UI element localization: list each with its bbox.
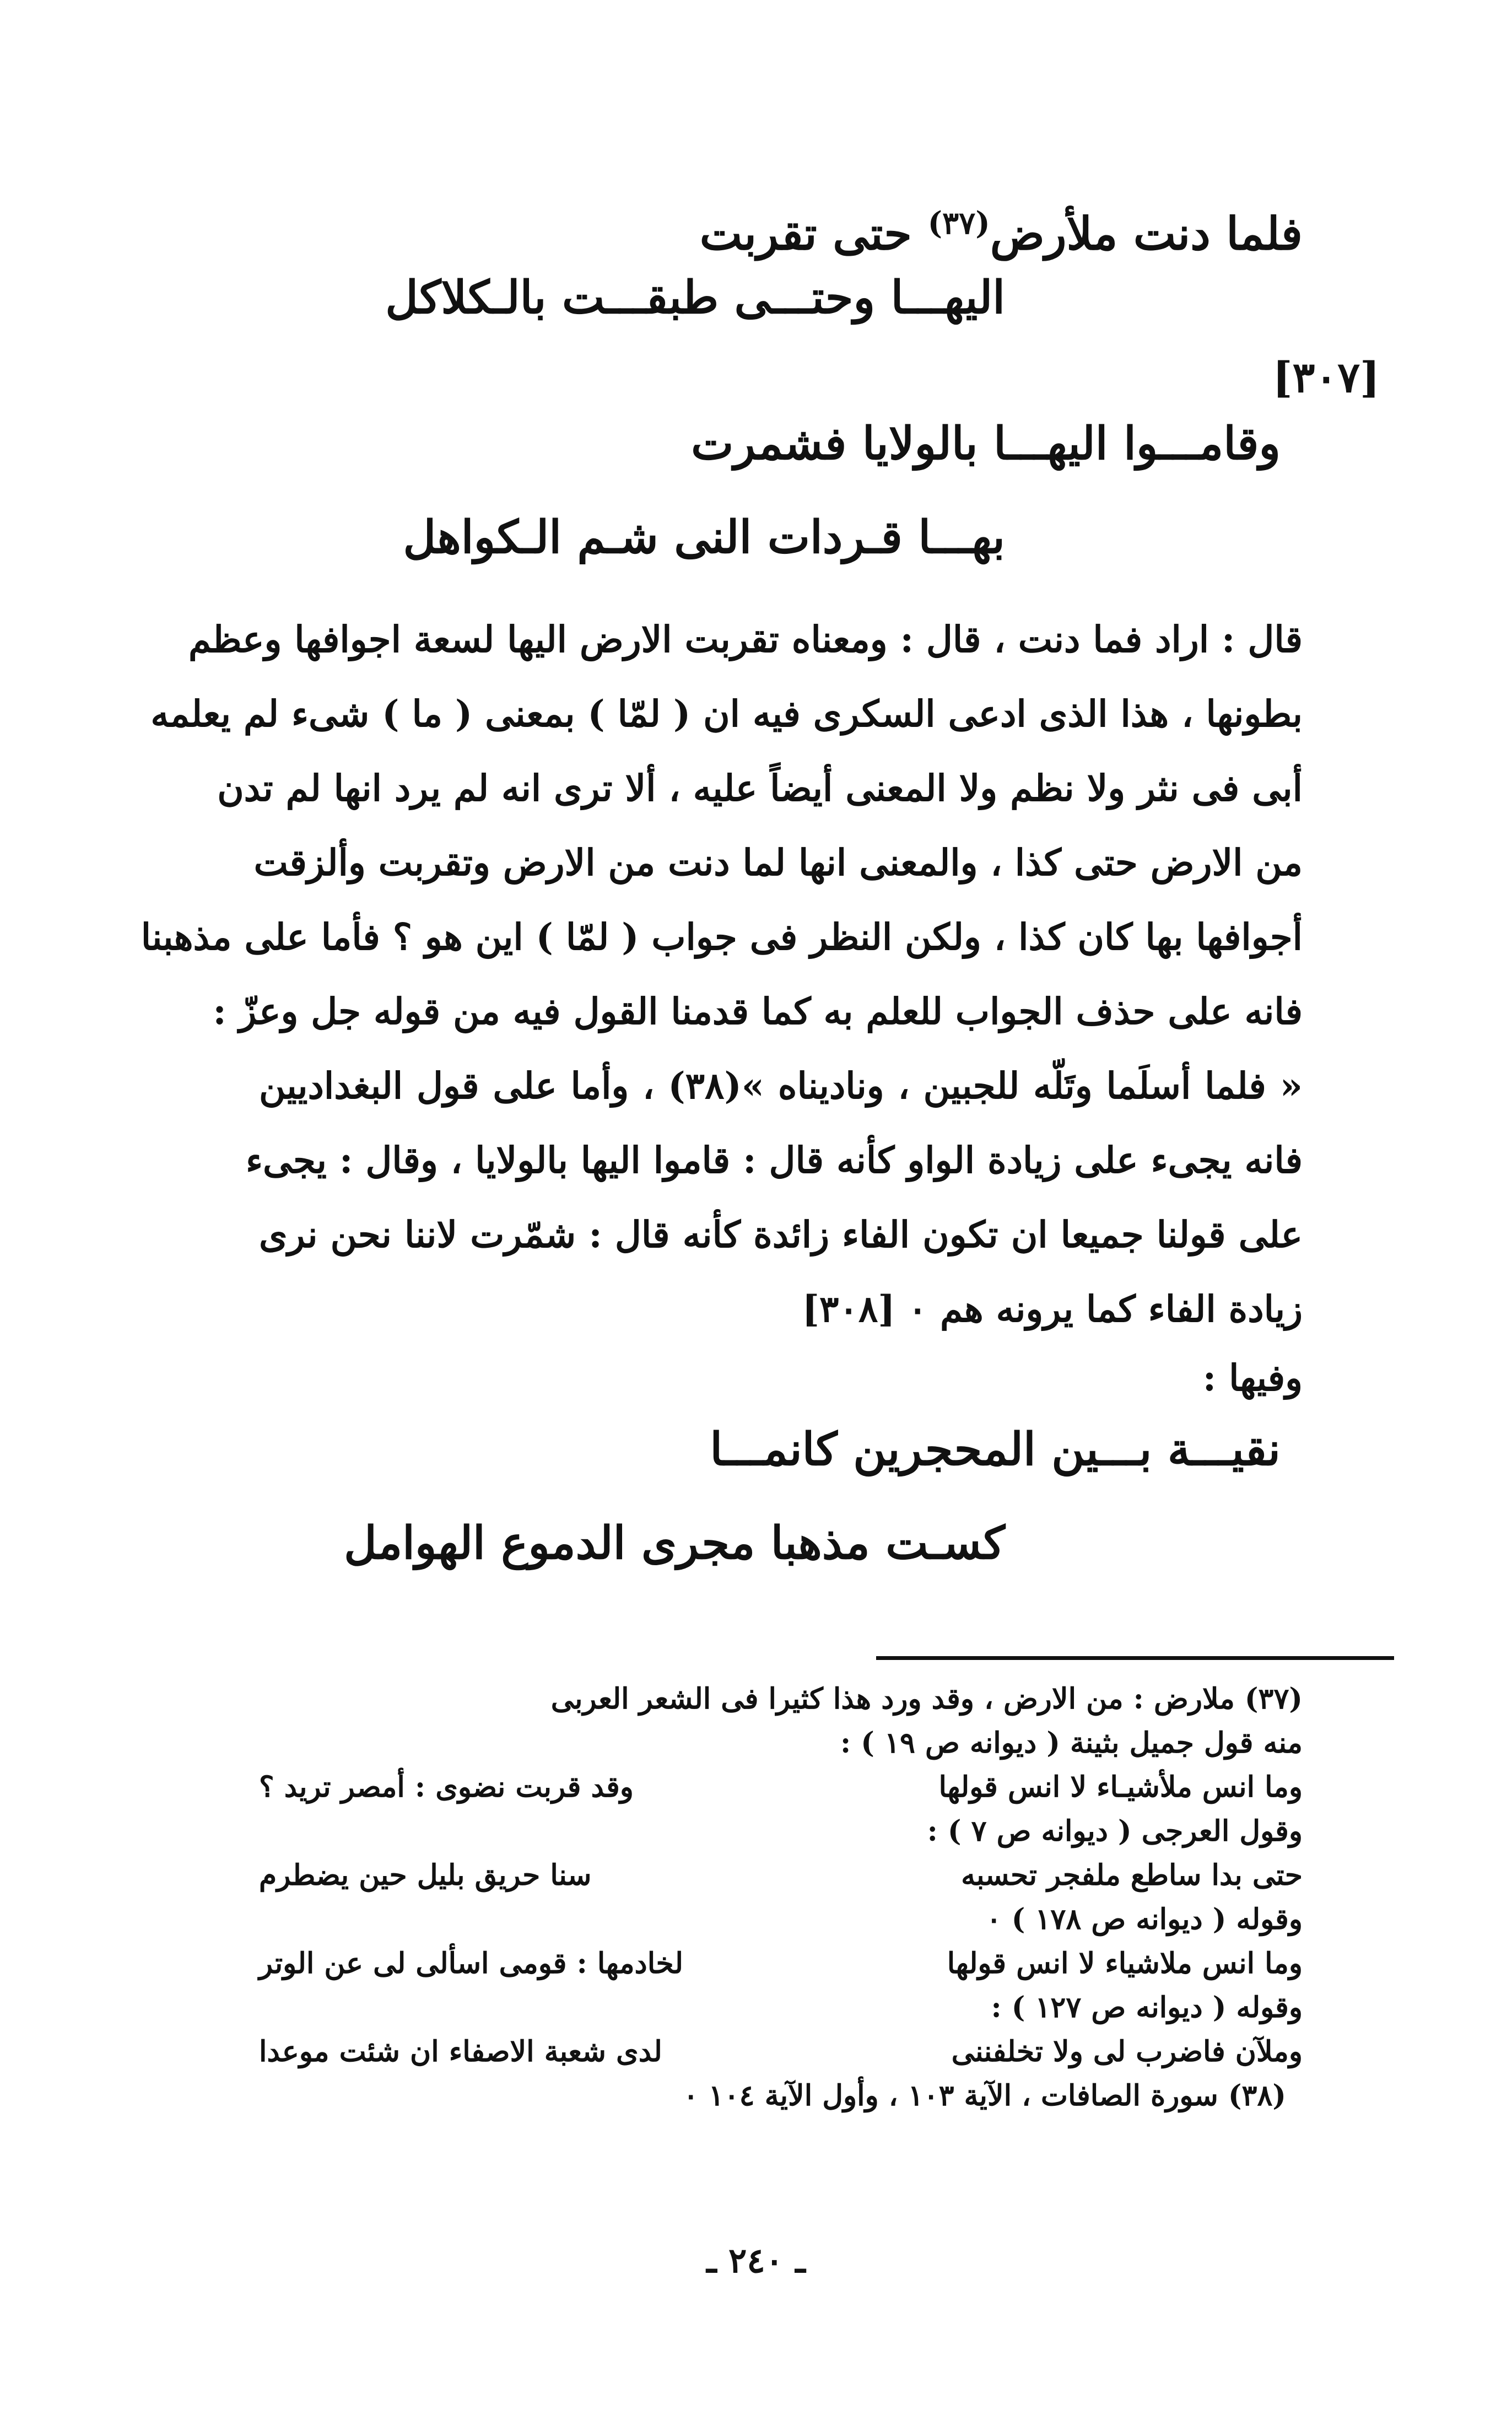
poem2-verse1: وقامـــوا اليهـــا بالولايا فشمرت <box>691 417 1281 470</box>
wafiha-label: وفيها : <box>1202 1356 1303 1399</box>
footnote-verse-second-hemistich: لخادمها : قومى اسألى لى عن الوتر <box>259 1947 683 1980</box>
poem3-verse2: كسـت مذهبا مجرى الدموع الهوامل <box>344 1517 1005 1570</box>
prose-line: فانه يجىء على زيادة الواو كأنه قال : قاموا اليها بالولايا ، وقال : يجىء <box>246 1139 1303 1182</box>
prose-line: أبى فى نثر ولا نظم ولا المعنى أيضاً عليه ، ألا ترى انه لم يرد انها لم تدن <box>217 767 1303 810</box>
poem1-verse1 <box>700 193 1303 264</box>
footnote-source: منه قول جميل بثينة ( ديوانه ص ١٩ ) : <box>840 1726 1303 1760</box>
footnote-verse-second-hemistich: وقد قربت نضوى : أمصر تريد ؟ <box>259 1770 634 1804</box>
prose-line: زيادة الفاء كما يرونه هم ٠ [٣٠٨] <box>802 1287 1303 1330</box>
page-number: ـ ٢٤٠ ـ <box>706 2240 806 2281</box>
prose-line: على قولنا جميعا ان تكون الفاء زائدة كأنه قال : شمّرت لاننا نحن نرى <box>259 1213 1303 1256</box>
footnote-source: وقول العرجى ( ديوانه ص ٧ ) : <box>927 1814 1303 1848</box>
prose-line: فانه على حذف الجواب للعلم به كما قدمنا القول فيه من قوله جل وعزّ : <box>213 990 1303 1033</box>
footnote-verse-second-hemistich: لدى شعبة الاصفاء ان شئت موعدا <box>259 2035 662 2068</box>
poem1-verse1-part-b: حتى تقربت <box>699 207 912 261</box>
prose-line: « فلما أسلَما وتَلّه للجبين ، وناديناه »(٣٨) ، وأما على قول البغداديين <box>259 1064 1303 1107</box>
footnote-source: وقوله ( ديوانه ص ١٧٨ ) ٠ <box>986 1902 1303 1936</box>
poem2-verse2: بهـــا قـردات النى شـم الـكواهل <box>403 511 1005 564</box>
footnote-verse <box>259 2031 1303 2073</box>
prose-line: قال : اراد فما دنت ، قال : ومعناه تقربت الارض اليها لسعة اجوافها وعظم <box>188 618 1303 661</box>
footnote-divider <box>876 1656 1394 1660</box>
footnote-verse <box>259 1855 1303 1896</box>
prose-line: بطونها ، هذا الذى ادعى السكرى فيه ان ( لمّا ) بمعنى ( ما ) شىء لم يعلمه <box>150 692 1303 735</box>
poem3-verse1: نقيـــة بـــين المحجرين كانمـــا <box>710 1423 1281 1476</box>
footnote-verse-first-hemistich: وملآن فاضرب لى ولا تخلفننى <box>951 2035 1303 2068</box>
footnote-verse <box>259 1943 1303 1985</box>
footnote-source: وقوله ( ديوانه ص ١٢٧ ) : <box>991 1991 1303 2024</box>
poem1-verse2: اليهـــا وحتـــى طبقـــت بالـكلاكل <box>385 271 1005 324</box>
prose-line: من الارض حتى كذا ، والمعنى انها لما دنت من الارض وتقربت وألزقت <box>253 841 1303 884</box>
footnote-38: (٣٨) سورة الصافات ، الآية ١٠٣ ، وأول الآية ١٠٤ ٠ <box>683 2079 1286 2112</box>
poem1-verse1-part-a: فلما دنت ملأرض <box>990 207 1303 261</box>
footnote-verse <box>259 1766 1303 1808</box>
footnote-verse-second-hemistich: سنا حريق بليل حين يضطرم <box>259 1858 592 1892</box>
section-marker-307: [٣٠٧] <box>1272 353 1380 402</box>
footnote-verse-first-hemistich: وما انس ملاشياء لا انس قولها <box>947 1947 1303 1980</box>
footnote-37-intro: (٣٧) ملارض : من الارض ، وقد ورد هذا كثيرا فى الشعر العربى <box>550 1682 1303 1716</box>
footnote-verse-first-hemistich: وما انس ملأشيـاء لا انس قولها <box>938 1770 1303 1804</box>
prose-line: أجوافها بها كان كذا ، ولكن النظر فى جواب ( لمّا ) اين هو ؟ فأما على مذهبنا <box>141 915 1303 958</box>
footnote-ref-37: (٣٧) <box>927 205 990 241</box>
footnote-verse-first-hemistich: حتى بدا ساطع ملفجر تحسبه <box>961 1858 1303 1892</box>
